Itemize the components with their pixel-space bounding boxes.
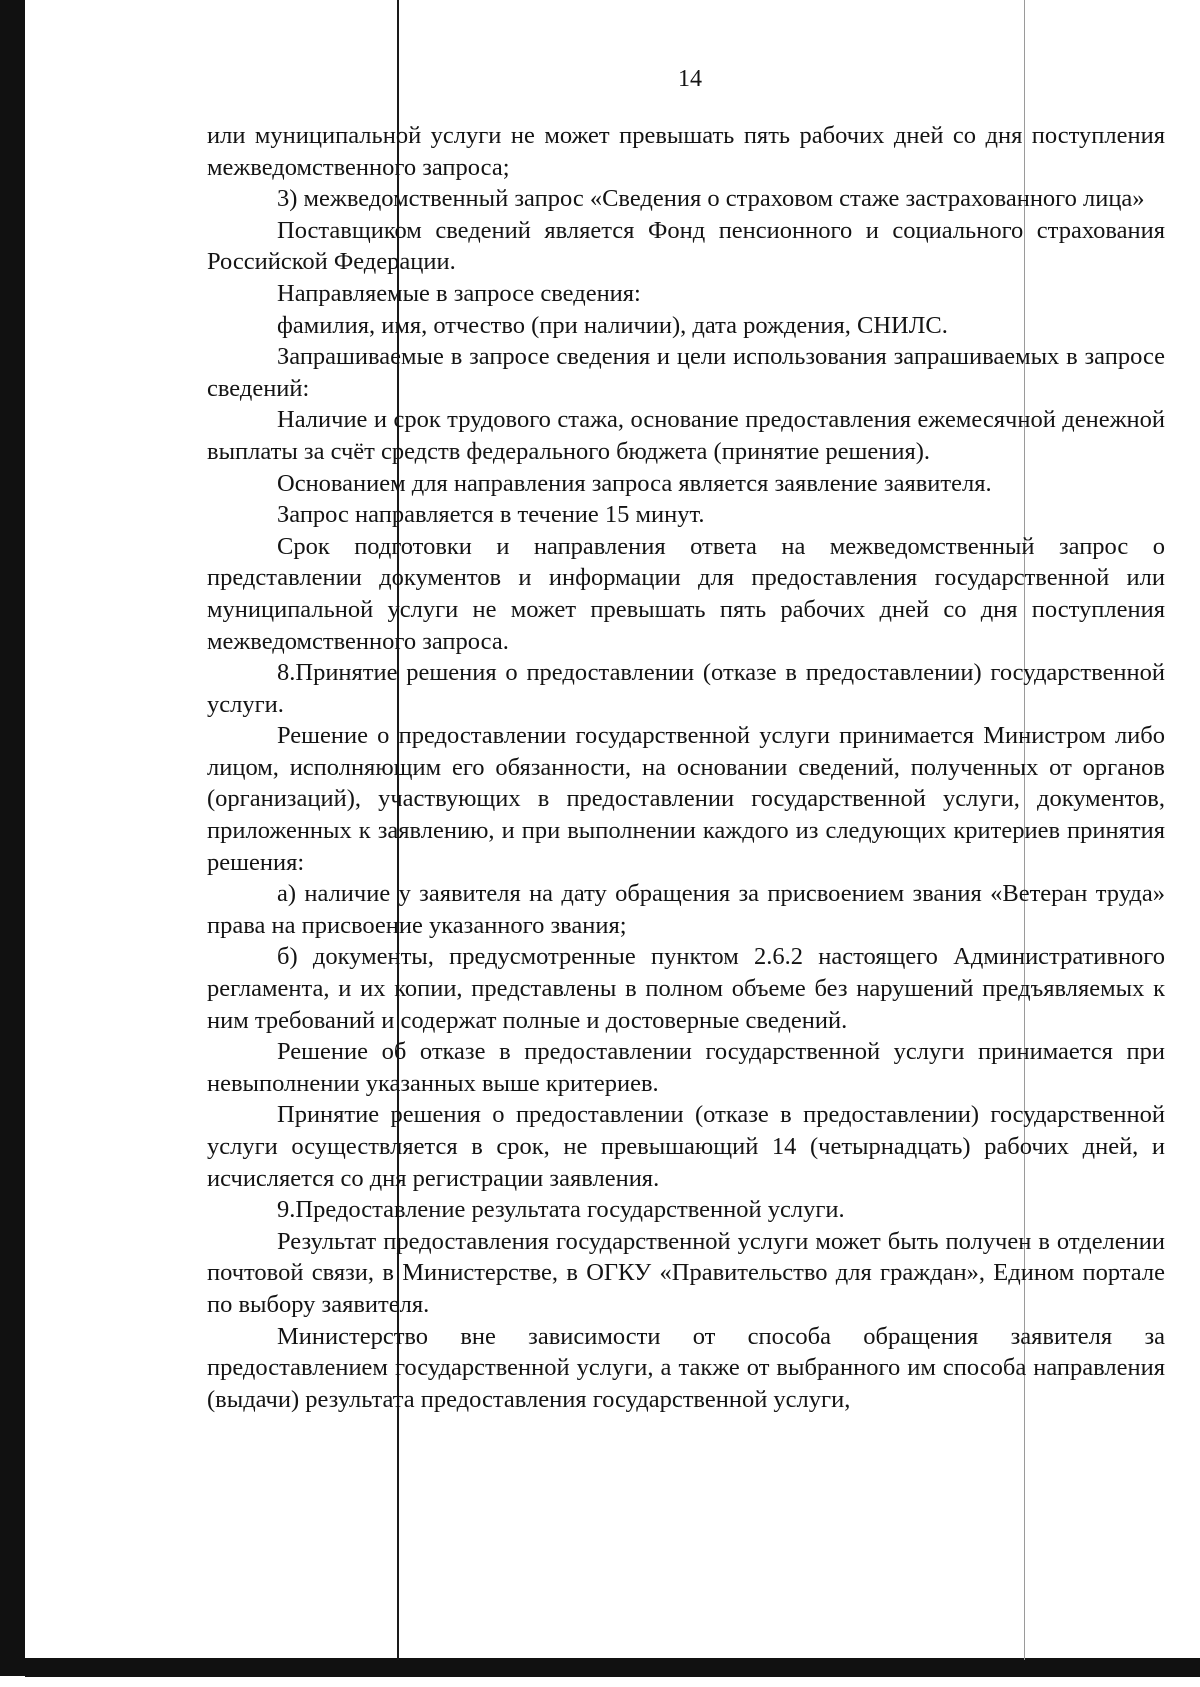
list-item: а) наличие у заявителя на дату обращения за присвоением звания «Ветеран труда» права на присвоение указанного звания;: [207, 880, 1165, 939]
paragraph: 3) межведомственный запрос «Сведения о страховом стаже застрахованного лица»: [277, 185, 1145, 213]
paragraph: фамилия, имя, отчество (при наличии), дата рождения, СНИЛС.: [277, 311, 948, 339]
document-body: [207, 120, 1165, 1415]
paragraph: Запрос направляется в течение 15 минут.: [277, 501, 705, 529]
paragraph: Министерство вне зависимости от способа обращения заявителя за предоставлением государственной услуги, а также от выбранного им способа направления (выдачи) результата предоставления государственной услуги,: [207, 1322, 1165, 1413]
page-number: 14: [678, 66, 702, 92]
paragraph: Результат предоставления государственной услуги может быть получен в отделении почтовой связи, в Министерстве, в ОГКУ «Правительство для граждан», Едином портале по выбору заявителя.: [207, 1227, 1165, 1318]
paragraph: Срок подготовки и направления ответа на межведомственный запрос о представлении документов и информации для предоставления государственной или муниципальной услуги не может превышать пять рабочих дней со дня поступления межведомственного запроса.: [207, 532, 1165, 655]
section-heading: 9.Предоставление результата государственной услуги.: [277, 1196, 845, 1224]
paragraph: Направляемые в запросе сведения:: [277, 279, 641, 307]
section-heading: 8.Принятие решения о предоставлении (отказе в предоставлении) государственной услуги.: [207, 659, 1165, 718]
paragraph: Поставщиком сведений является Фонд пенсионного и социального страхования Российской Федерации.: [207, 216, 1165, 276]
scan-edge-bottom: [25, 1658, 1200, 1677]
paragraph: Основанием для направления запроса является заявление заявителя.: [277, 469, 992, 497]
paragraph: или муниципальной услуги не может превышать пять рабочих дней со дня поступления межведомственного запроса;: [207, 122, 1165, 181]
paragraph: Наличие и срок трудового стажа, основание предоставления ежемесячной денежной выплаты за счёт средств федерального бюджета (принятие решения).: [207, 406, 1165, 465]
paragraph: Решение о предоставлении государственной услуги принимается Министром либо лицом, исполняющим его обязанности, на основании сведений, полученных от органов (организаций), участвующих в предоставлении государственной услуги, документов, приложенных к заявлению, и при выполнении каждого из следующих критериев принятия решения:: [207, 722, 1165, 876]
list-item: б) документы, предусмотренные пунктом 2.6.2 настоящего Административного регламента, и их копии, представлены в полном объеме без нарушений предъявляемых к ним требований и содержат полные и достоверные сведений.: [207, 943, 1165, 1034]
paragraph: Запрашиваемые в запросе сведения и цели использования запрашиваемых в запросе сведений:: [207, 343, 1165, 402]
paragraph: Принятие решения о предоставлении (отказе в предоставлении) государственной услуги осуществляется в срок, не превышающий 14 (четырнадцать) рабочих дней, и исчисляется со дня регистрации заявления.: [207, 1101, 1165, 1192]
scan-edge-left: [0, 0, 25, 1676]
paragraph: Решение об отказе в предоставлении государственной услуги принимается при невыполнении указанных выше критериев.: [207, 1038, 1165, 1097]
